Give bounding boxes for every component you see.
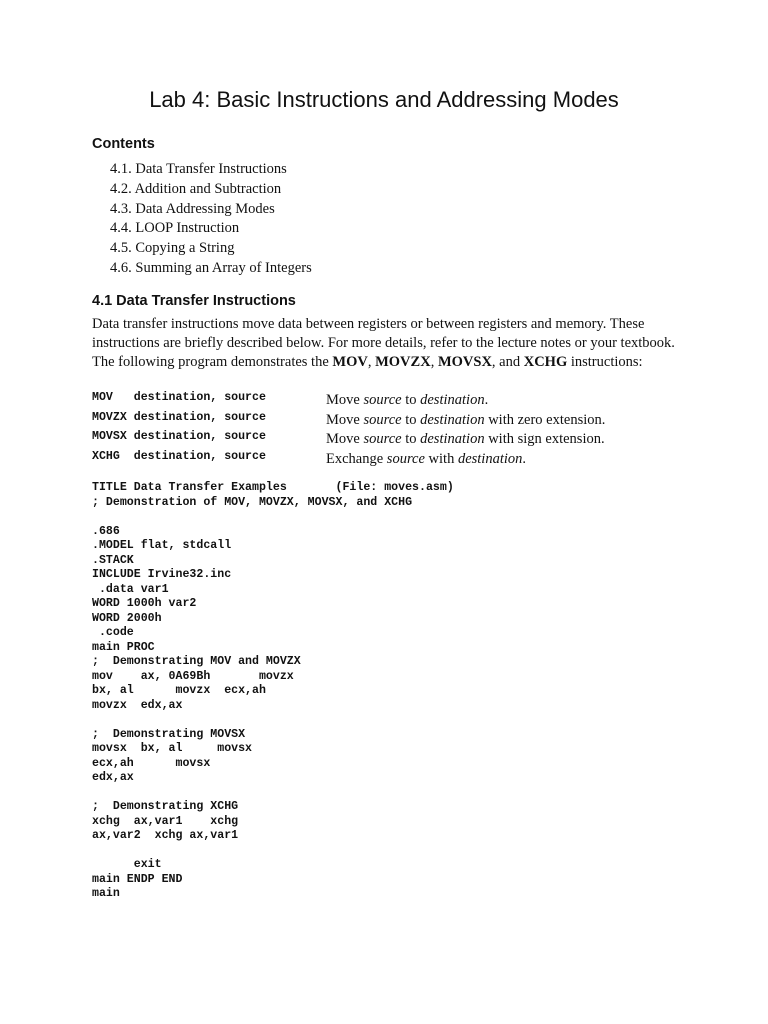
code-listing: TITLE Data Transfer Examples (File: moves.asm) ; Demonstration of MOV, MOVZX, MOVSX, and XCHG .686 .MODEL flat, stdcall .STACK INCLUDE Irvine32.inc .data var1 WORD 1000h var2 WORD 2000h .code main PROC ; Demonstrating MOV and MOVZX mov ax, 0A69Bh movzx bx, al movzx ecx,ah movzx edx,ax ; Demonstrating MOVSX movsx bx, al movsx ecx,ah movsx edx,ax ; Demonstrating XCHG xchg ax,var1 xchg ax,var2 xchg ax,var1 exit main ENDP END main bbox=[92, 481, 454, 900]
table-of-contents bbox=[110, 160, 312, 279]
syntax-code: MOVSX destination, source bbox=[92, 430, 266, 443]
keyword-xchg: XCHG bbox=[523, 354, 568, 370]
intro-text-end: instructions: bbox=[567, 354, 643, 370]
syntax-description: Move source to destination with zero extension. bbox=[326, 411, 606, 428]
toc-item-4-5[interactable]: 4.5. Copying a String bbox=[110, 240, 235, 257]
syntax-code: MOV destination, source bbox=[92, 391, 266, 404]
toc-item-4-4[interactable]: 4.4. LOOP Instruction bbox=[110, 220, 240, 237]
syntax-description: Exchange source with destination. bbox=[326, 450, 527, 467]
syntax-code: XCHG destination, source bbox=[92, 449, 266, 463]
section-4-1-heading: 4.1 Data Transfer Instructions bbox=[92, 293, 296, 309]
toc-item-4-3[interactable]: 4.3. Data Addressing Modes bbox=[110, 200, 275, 217]
toc-item-4-2[interactable]: 4.2. Addition and Subtraction bbox=[110, 180, 282, 197]
section-4-1-intro bbox=[92, 315, 682, 372]
separator: , bbox=[430, 354, 438, 370]
page-title: Lab 4: Basic Instructions and Addressing Modes bbox=[149, 87, 619, 112]
toc-item-4-6[interactable]: 4.6. Summing an Array of Integers bbox=[110, 259, 312, 276]
syntax-description: Move source to destination. bbox=[326, 392, 489, 408]
keyword-mov: MOV bbox=[332, 354, 368, 370]
syntax-code: MOVZX destination, source bbox=[92, 410, 266, 424]
contents-heading: Contents bbox=[92, 136, 155, 152]
syntax-description: Move source to destination with sign extension. bbox=[326, 431, 605, 447]
intro-text: Data transfer instructions move data between registers or between registers and memory. These instructions are briefly described below. For more details, refer to the lecture notes or your textbook. The following program demonstrates the bbox=[92, 316, 675, 370]
toc-item-4-1[interactable]: 4.1. Data Transfer Instructions bbox=[110, 161, 287, 177]
separator: , bbox=[367, 354, 376, 370]
keyword-movsx: MOVSX bbox=[437, 354, 492, 370]
separator: , and bbox=[491, 354, 524, 370]
keyword-movzx: MOVZX bbox=[375, 354, 431, 370]
